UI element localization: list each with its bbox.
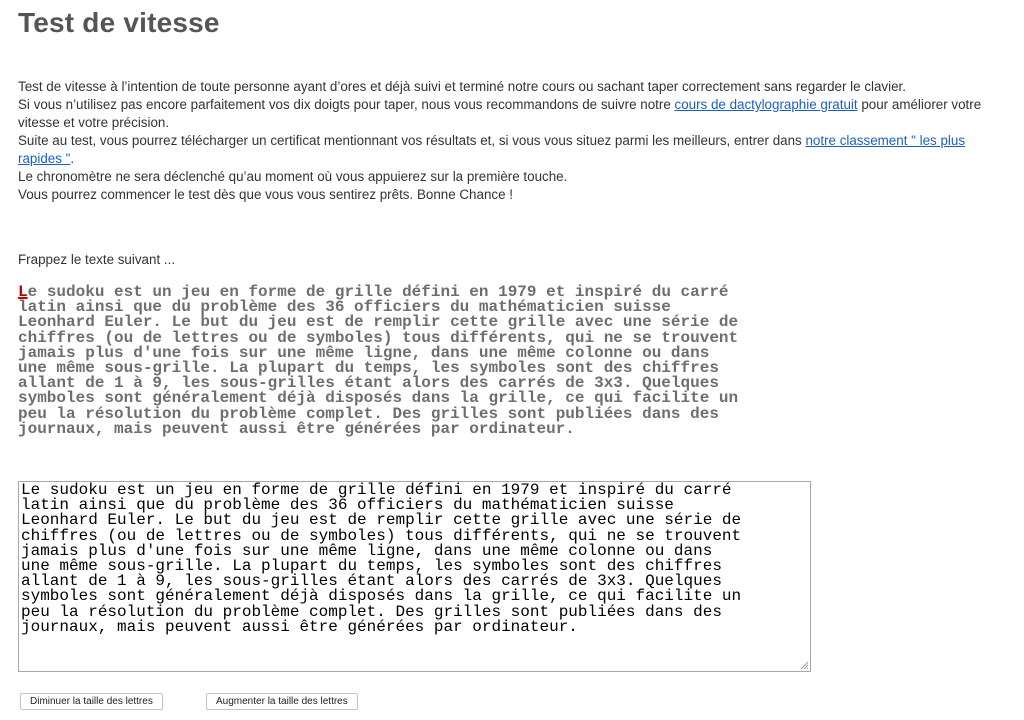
intro-paragraph-5: Vous pourrez commencer le test dès que vous vous sentirez prêts. Bonne Chance ! xyxy=(18,187,513,202)
intro-p3-after: . xyxy=(70,151,75,166)
current-letter-marker: L xyxy=(18,283,28,301)
page-title: Test de vitesse xyxy=(18,7,220,38)
intro-p3-before: Suite au test, vous pourrez télécharger un certificat mentionnant vos résultats et, si vous vous situez parmi les meilleurs, entrer dans xyxy=(18,133,806,148)
intro-paragraph-3 xyxy=(18,132,993,168)
exercise-remaining-text: e sudoku est un jeu en forme de grille défini en 1979 et inspiré du carré latin ainsi que du problème des 36 officiers du mathématicien suisse Leonhard Euler. Le but du jeu est de remplir cette grille avec une série de chiffres (ou de lettres ou de symboles) tous différents, qui ne se trouvent jamais plus d'une fois sur une même ligne, dans une même colonne ou dans une même sous-grille. La plupart du temps, les symboles sont des chiffres allant de 1 à 9, les sous-grilles étant alors des carrés de 3x3. Quelques symboles sont généralement déjà disposés dans la grille, ce qui facilite un peu la résolution du problème complet. Des grilles sont publiées dans des journaux, mais peuvent aussi être générées par ordinateur. xyxy=(18,283,739,438)
increase-font-size-button[interactable]: Augmenter la taille des lettres xyxy=(206,693,358,710)
intro-p2-after: pour améliorer votre vitesse et votre précision. xyxy=(18,97,982,130)
resize-grip-icon[interactable] xyxy=(799,660,809,670)
intro-paragraph-2 xyxy=(18,96,993,132)
intro-p2-before: Si vous n’utilisez pas encore parfaitement vos dix doigts pour taper, nous vous recommandons de suivre notre xyxy=(18,97,675,112)
typing-course-link[interactable]: cours de dactylographie gratuit xyxy=(674,97,858,112)
exercise-text xyxy=(18,285,808,437)
ranking-link[interactable]: notre classement " les plus rapides " xyxy=(18,133,966,166)
intro-text xyxy=(18,78,993,204)
typing-textarea-value[interactable]: Le sudoku est un jeu en forme de grille défini en 1979 et inspiré du carré latin ainsi que du problème des 36 officiers du mathématicien suisse Leonhard Euler. Le but du jeu est de remplir cette grille avec une série de chiffres (ou de lettres ou de symboles) tous différents, qui ne se trouvent jamais plus d'une fois sur une même ligne, dans une même colonne ou dans une même sous-grille. La plupart du temps, les symboles sont des chiffres allant de 1 à 9, les sous-grilles étant alors des carrés de 3x3. Quelques symboles sont généralement déjà disposés dans la grille, ce qui facilite un peu la résolution du problème complet. Des grilles sont publiées dans des journaux, mais peuvent aussi être générées par ordinateur. xyxy=(21,481,742,636)
typing-textarea[interactable] xyxy=(18,481,811,672)
intro-paragraph-4: Le chronomètre ne sera déclenché qu’au moment où vous appuierez sur la première touche. xyxy=(18,169,568,184)
typing-prompt: Frappez le texte suivant ... xyxy=(18,252,176,267)
decrease-font-size-button[interactable]: Diminuer la taille des lettres xyxy=(20,693,163,710)
intro-paragraph-1: Test de vitesse à l’intention de toute personne ayant d’ores et déjà suivi et terminé notre cours ou sachant taper correctement sans regarder le clavier. xyxy=(18,79,906,94)
